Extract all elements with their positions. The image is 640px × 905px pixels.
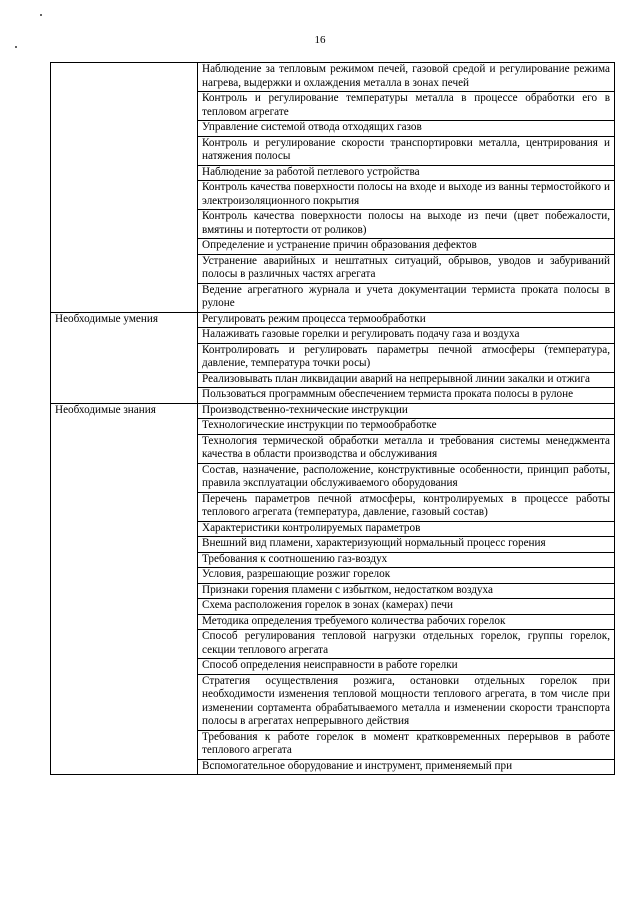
table-cell-text: Контроль и регулирование температуры металла в процессе обработки его в тепловом агрегате [198, 92, 615, 121]
scan-speck [15, 46, 17, 48]
table-cell-text: Перечень параметров печной атмосферы, контролируемых в процессе работы теплового агрегата (температура, давление, газовый состав) [198, 492, 615, 521]
table-cell-text: Наблюдение за тепловым режимом печей, газовой средой и регулирование режима нагрева, выдержки и охлаждения металла в зонах печей [198, 63, 615, 92]
table-cell-text: Производственно-технические инструкции [198, 403, 615, 419]
table-cell-text: Определение и устранение причин образования дефектов [198, 239, 615, 255]
table-cell-text: Контроль качества поверхности полосы на выходе из печи (цвет побежалости, вмятины и потертости от роликов) [198, 210, 615, 239]
table-cell-text: Способ определения неисправности в работе горелки [198, 659, 615, 675]
table-cell-text: Требования к работе горелок в момент кратковременных перерывов в работе теплового агрегата [198, 730, 615, 759]
table-row [51, 63, 615, 92]
table-cell-text: Внешний вид пламени, характеризующий нормальный процесс горения [198, 537, 615, 553]
labor-functions-table [50, 62, 615, 775]
page-number: 16 [314, 34, 326, 46]
table-cell-text: Требования к соотношению газ-воздух [198, 552, 615, 568]
table-cell-text: Условия, разрешающие розжиг горелок [198, 568, 615, 584]
table-cell-text: Регулировать режим процесса термообработки [198, 312, 615, 328]
table-cell-text: Контроль качества поверхности полосы на входе и выходе из ванны термостойкого и электроизоляционного покрытия [198, 181, 615, 210]
table-cell-text: Наблюдение за работой петлевого устройства [198, 165, 615, 181]
table-cell-text: Признаки горения пламени с избытком, недостатком воздуха [198, 583, 615, 599]
section-label [51, 63, 198, 313]
table-cell-text: Ведение агрегатного журнала и учета документации термиста проката полосы в рулоне [198, 283, 615, 312]
table-cell-text: Методика определения требуемого количества рабочих горелок [198, 614, 615, 630]
table-cell-text: Контроль и регулирование скорости транспортировки металла, центрирования и натяжения полосы [198, 136, 615, 165]
table-cell-text: Управление системой отвода отходящих газов [198, 121, 615, 137]
table-cell-text: Налаживать газовые горелки и регулировать подачу газа и воздуха [198, 328, 615, 344]
table-cell-text: Состав, назначение, расположение, конструктивные особенности, принцип работы, правила эксплуатации обслуживаемого оборудования [198, 463, 615, 492]
table-cell-text: Контролировать и регулировать параметры печной атмосферы (температура, давление, температура точки росы) [198, 343, 615, 372]
section-label: Необходимые знания [51, 403, 198, 775]
section-label: Необходимые умения [51, 312, 198, 403]
table-cell-text: Технология термической обработки металла и требования системы менеджмента качества в области производства и обслуживания [198, 434, 615, 463]
table-cell-text: Способ регулирования тепловой нагрузки отдельных горелок, группы горелок, секции теплового агрегата [198, 630, 615, 659]
table-cell-text: Характеристики контролируемых параметров [198, 521, 615, 537]
table-cell-text: Реализовывать план ликвидации аварий на непрерывной линии закалки и отжига [198, 372, 615, 388]
table-cell-text: Вспомогательное оборудование и инструмент, применяемый при [198, 759, 615, 775]
scan-speck [40, 14, 42, 16]
table-cell-text: Схема расположения горелок в зонах (камерах) печи [198, 599, 615, 615]
table-cell-text: Пользоваться программным обеспечением термиста проката полосы в рулоне [198, 388, 615, 404]
table-cell-text: Технологические инструкции по термообработке [198, 419, 615, 435]
table-row [51, 403, 615, 419]
table-row [51, 312, 615, 328]
table-cell-text: Устранение аварийных и нештатных ситуаций, обрывов, уводов и забуриваний полосы в различных частях агрегата [198, 254, 615, 283]
table-cell-text: Стратегия осуществления розжига, остановки отдельных горелок при необходимости изменения тепловой мощности теплового агрегата, в том числе при изменении сортамента обрабатываемого металла и изменении скорости транспорта полосы в агрегатах непрерывного действия [198, 674, 615, 730]
